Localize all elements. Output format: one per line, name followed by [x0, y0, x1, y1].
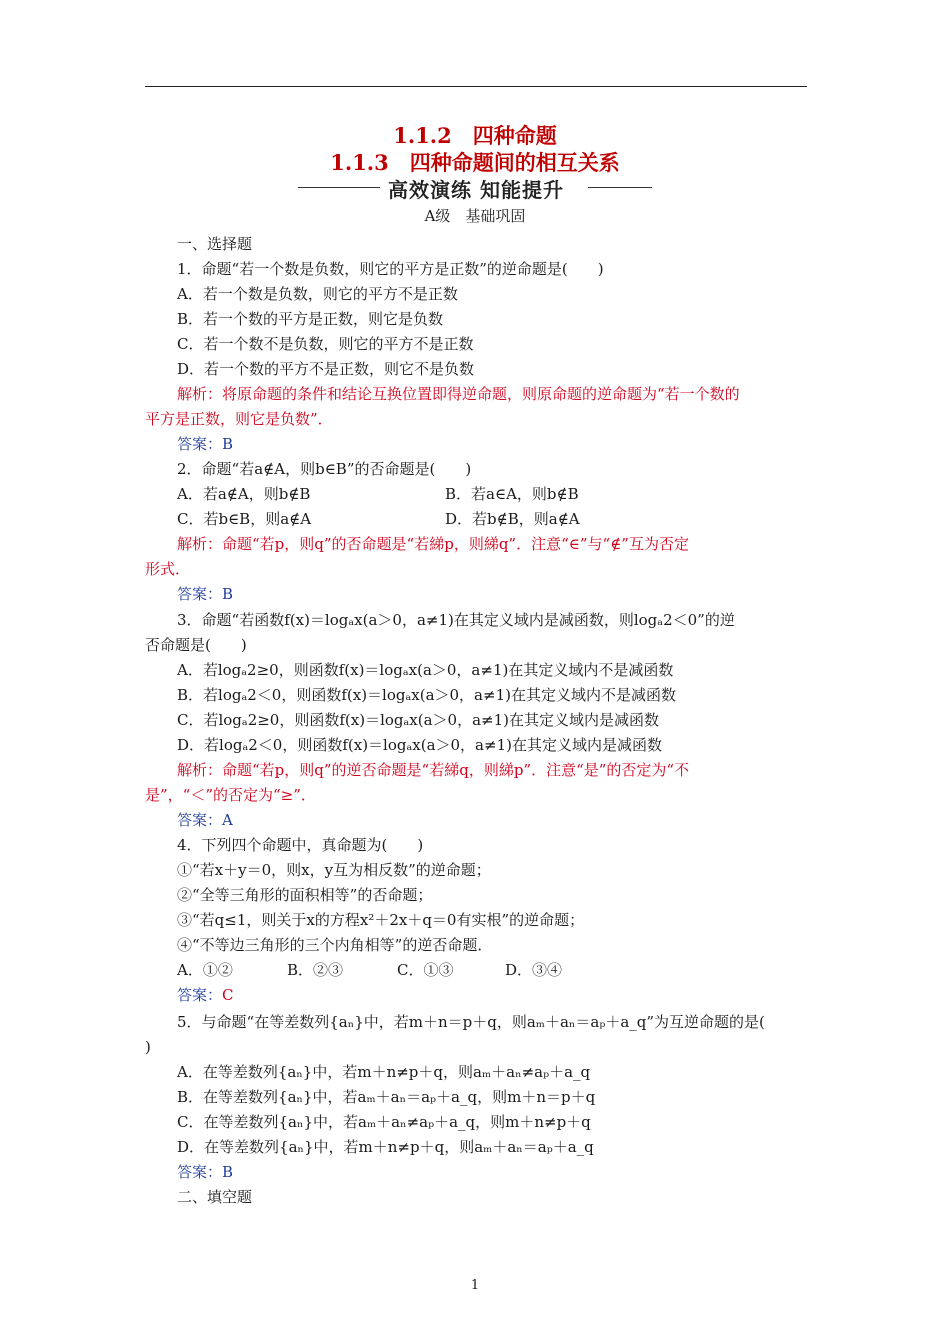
- question-1-explanation: 解析：将原命题的条件和结论互换位置即得逆命题，则原命题的逆命题为“若一个数的: [177, 385, 740, 403]
- question-5-stem: 5．与命题“在等差数列{aₙ}中，若m＋n＝p＋q，则aₘ＋aₙ＝aₚ＋a_q”为互逆命题的是(: [177, 1013, 765, 1031]
- level-heading: A级 基础巩固: [424, 207, 526, 225]
- answer-value: B: [222, 1163, 234, 1181]
- question-2-answer: [177, 584, 233, 604]
- question-1-explanation-cont: 平方是正数，则它是负数”．: [145, 410, 333, 428]
- question-1-option-a: A．若一个数是负数，则它的平方不是正数: [177, 285, 458, 303]
- answer-label: 答案：: [177, 585, 223, 603]
- section-title: 1.1.2 四种命题: [393, 123, 557, 148]
- question-4-option-b: B．②③: [287, 961, 344, 979]
- page-number: 1: [470, 1278, 480, 1293]
- question-3-stem-cont: 否命题是( ): [145, 636, 247, 654]
- answer-label: 答案：: [177, 986, 223, 1004]
- section-heading: 一、选择题: [177, 235, 253, 253]
- answer-label: 答案：: [177, 435, 223, 453]
- question-2-option-c: C．若b∈B，则a∉A: [177, 510, 312, 528]
- answer-value: A: [222, 811, 233, 829]
- section-subtitle: 1.1.3 四种命题间的相互关系: [330, 150, 620, 175]
- question-2-stem: 2．命题“若a∉A，则b∈B”的否命题是( ): [177, 460, 472, 478]
- question-3-option-b: B．若logₐ2＜0，则函数f(x)＝logₐx(a＞0，a≠1)在其定义域内不是减函数: [177, 686, 676, 704]
- question-4-item-2: ②“全等三角形的面积相等”的否命题；: [177, 886, 433, 904]
- answer-value: B: [222, 435, 234, 453]
- banner: [298, 174, 652, 200]
- question-5-stem-cont: ): [145, 1038, 151, 1056]
- question-4-item-3: ③“若q≤1，则关于x的方程x²＋2x＋q＝0有实根”的逆命题；: [177, 911, 585, 929]
- question-5-option-a: A．在等差数列{aₙ}中，若m＋n≠p＋q，则aₘ＋aₙ≠aₚ＋a_q: [177, 1063, 591, 1081]
- question-3-stem: 3．命题“若函数f(x)＝logₐx(a＞0，a≠1)在其定义域内是减函数，则logₐ2＜0”的逆: [177, 611, 735, 629]
- question-5-answer: [177, 1162, 233, 1182]
- question-2-explanation-cont: 形式．: [145, 560, 191, 578]
- answer-value: B: [222, 585, 234, 603]
- answer-label: 答案：: [177, 1163, 223, 1181]
- banner-text: 高效演练 知能提升: [388, 178, 564, 202]
- answer-value: C: [222, 986, 234, 1004]
- question-5-option-b: B．在等差数列{aₙ}中，若aₘ＋aₙ＝aₚ＋a_q，则m＋n＝p＋q: [177, 1088, 596, 1106]
- top-rule: [145, 86, 807, 87]
- question-1-answer: [177, 434, 233, 454]
- question-4-option-d: D．③④: [505, 961, 563, 979]
- question-4-answer: [177, 985, 234, 1005]
- question-2-option-b: B．若a∈A，则b∉B: [445, 485, 579, 503]
- question-4-options: [177, 960, 562, 980]
- question-1-stem: 1．命题“若一个数是负数，则它的平方是正数”的逆命题是( ): [177, 260, 604, 278]
- answer-label: 答案：: [177, 811, 223, 829]
- question-1-option-d: D．若一个数的平方不是正数，则它不是负数: [177, 360, 475, 378]
- question-4-stem: 4．下列四个命题中，真命题为( ): [177, 836, 424, 854]
- question-4-item-4: ④“不等边三角形的三个内角相等”的逆否命题．: [177, 936, 493, 954]
- question-3-answer: [177, 810, 233, 830]
- question-4-option-a: A．①②: [177, 961, 233, 979]
- question-2-option-d: D．若b∉B，则a∉A: [445, 510, 580, 528]
- question-2-option-a: A．若a∉A，则b∉B: [177, 485, 311, 503]
- question-3-option-a: A．若logₐ2≥0，则函数f(x)＝logₐx(a＞0，a≠1)在其定义域内不是减函数: [177, 661, 674, 679]
- banner-right-rule: [588, 187, 652, 188]
- banner-left-rule: [298, 187, 380, 188]
- section-heading-fill-in: 二、填空题: [177, 1188, 253, 1206]
- question-4-item-1: ①“若x＋y＝0，则x，y互为相反数”的逆命题；: [177, 861, 491, 879]
- question-5-option-c: C．在等差数列{aₙ}中，若aₘ＋aₙ≠aₚ＋a_q，则m＋n≠p＋q: [177, 1113, 591, 1131]
- question-1-option-c: C．若一个数不是负数，则它的平方不是正数: [177, 335, 474, 353]
- question-3-explanation-cont: 是”，“＜”的否定为“≥”．: [145, 786, 316, 804]
- question-3-explanation: 解析：命题“若p，则q”的逆否命题是“若綈q，则綈p”．注意“是”的否定为“不: [177, 761, 690, 779]
- question-4-option-c: C．①③: [397, 961, 454, 979]
- question-3-option-d: D．若logₐ2＜0，则函数f(x)＝logₐx(a＞0，a≠1)在其定义域内是减函数: [177, 736, 662, 754]
- question-3-option-c: C．若logₐ2≥0，则函数f(x)＝logₐx(a＞0，a≠1)在其定义域内是减函数: [177, 711, 659, 729]
- question-1-option-b: B．若一个数的平方是正数，则它是负数: [177, 310, 444, 328]
- question-5-option-d: D．在等差数列{aₙ}中，若m＋n≠p＋q，则aₘ＋aₙ＝aₚ＋a_q: [177, 1138, 594, 1156]
- question-2-explanation: 解析：命题“若p，则q”的否命题是“若綈p，则綈q”．注意“∈”与“∉”互为否定: [177, 535, 689, 553]
